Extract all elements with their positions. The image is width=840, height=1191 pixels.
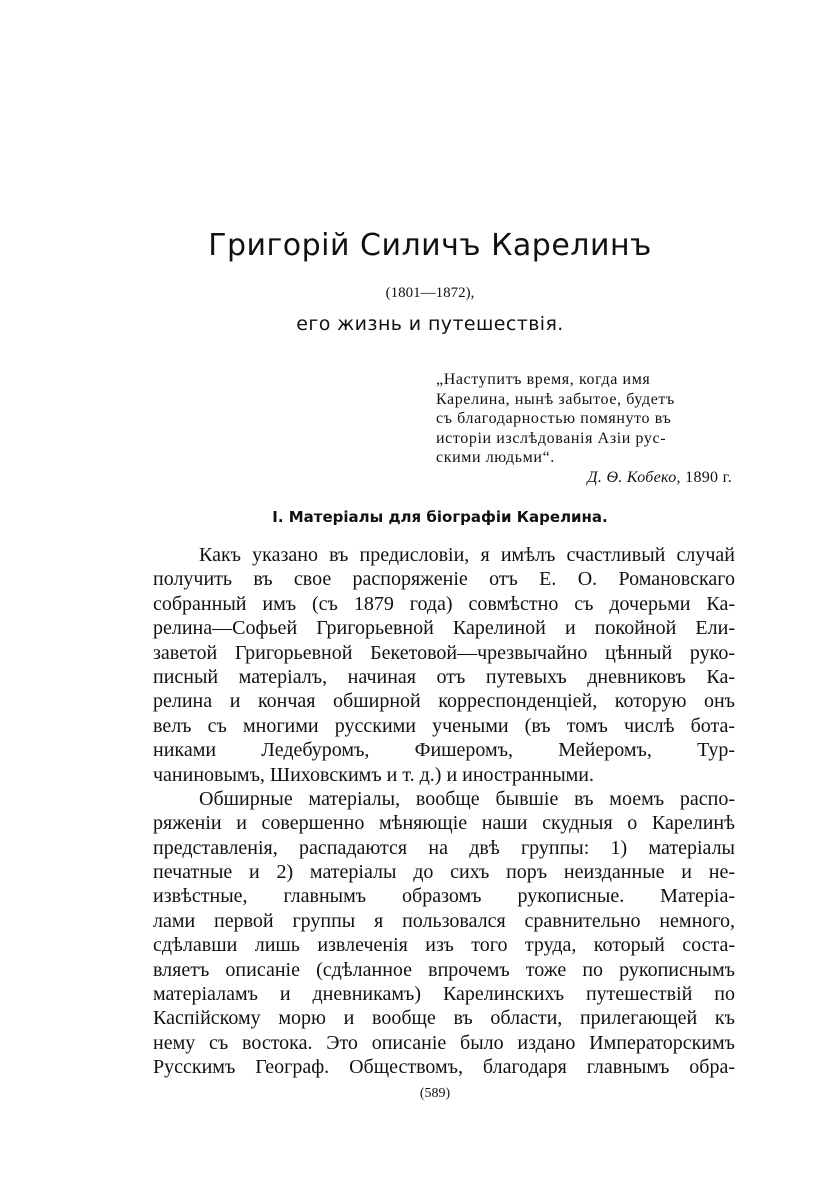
text-line: представленія, распадаются на двѣ группы: 1) матеріалы xyxy=(153,836,735,859)
epigraph-line: Карелина, нынѣ забытое, будетъ xyxy=(436,390,675,408)
text-line: чаниновымъ, Шиховскимъ и т. д.) и иностранными. xyxy=(153,763,594,786)
life-years: (1801—1872), xyxy=(385,285,475,301)
text-line: Обширные матеріалы, вообще бывшіе въ моемъ распо- xyxy=(199,787,735,810)
body-text xyxy=(153,543,735,1080)
text-line: заветой Григорьевной Бекетовой—чрезвычайно цѣнный руко- xyxy=(153,641,735,664)
epigraph-year: 1890 г. xyxy=(685,468,732,486)
epigraph-attribution xyxy=(436,468,732,488)
text-line: нему съ востока. Это описаніе было издано Императорскимъ xyxy=(153,1031,735,1054)
text-line: Какъ указано въ предисловіи, я имѣлъ счастливый случай xyxy=(199,544,735,566)
text-line: ряженіи и совершенно мѣняющіе наши скудныя о Карелинѣ xyxy=(153,812,735,835)
section-heading: I. Матеріалы для біографіи Карелина. xyxy=(272,508,608,526)
text-line: писный матеріалъ, начиная отъ путевыхъ дневниковъ Ка- xyxy=(153,665,735,688)
text-line: релина и кончая обширной корреспонденціей, которую онъ xyxy=(153,690,735,713)
text-line: Каспійскому морю и вообще въ области, прилегающей къ xyxy=(153,1007,735,1030)
text-line: собранный имъ (съ 1879 года) совмѣстно съ дочерьми Ка- xyxy=(153,592,735,615)
text-line: Русскимъ Географ. Обществомъ, благодаря главнымъ обра- xyxy=(153,1056,735,1079)
page-number: (589) xyxy=(419,1086,451,1101)
text-line: лами первой группы я пользовался сравнительно немного, xyxy=(153,909,735,932)
text-line: вляетъ описаніе (сдѣланное впрочемъ тоже по рукописнымъ xyxy=(153,958,735,981)
epigraph-line: исторіи изслѣдованія Азіи рус- xyxy=(436,429,667,447)
epigraph-author: Д. Ѳ. Кобеко, xyxy=(587,468,681,486)
text-line: получить въ свое распоряженіе отъ Е. О. Романовскаго xyxy=(153,568,735,591)
epigraph-line: скими людьми“. xyxy=(436,449,555,466)
article-title: Григорій Силичъ Карелинъ xyxy=(208,228,652,263)
text-line: релина—Софьей Григорьевной Карелиной и покойной Ели- xyxy=(153,617,735,640)
article-subtitle: его жизнь и путешествія. xyxy=(296,313,564,335)
text-line: печатные и 2) матеріалы до сихъ поръ неизданные и не- xyxy=(153,861,735,884)
text-line: велъ съ многими русскими учеными (въ томъ числѣ бота- xyxy=(153,714,735,737)
text-line: сдѣлавши лишь извлеченія изъ того труда, который соста- xyxy=(153,934,735,957)
text-line: извѣстные, главнымъ образомъ рукописные. Матеріа- xyxy=(153,885,735,908)
text-line: никами Ледебуромъ, Фишеромъ, Мейеромъ, Тур- xyxy=(153,739,735,762)
epigraph-line: съ благодарностью помянуто въ xyxy=(436,410,672,427)
text-line: матеріаламъ и дневникамъ) Карелинскихъ путешествій по xyxy=(153,983,735,1006)
epigraph-line: „Наступитъ время, когда имя xyxy=(436,371,651,388)
epigraph xyxy=(436,370,732,487)
